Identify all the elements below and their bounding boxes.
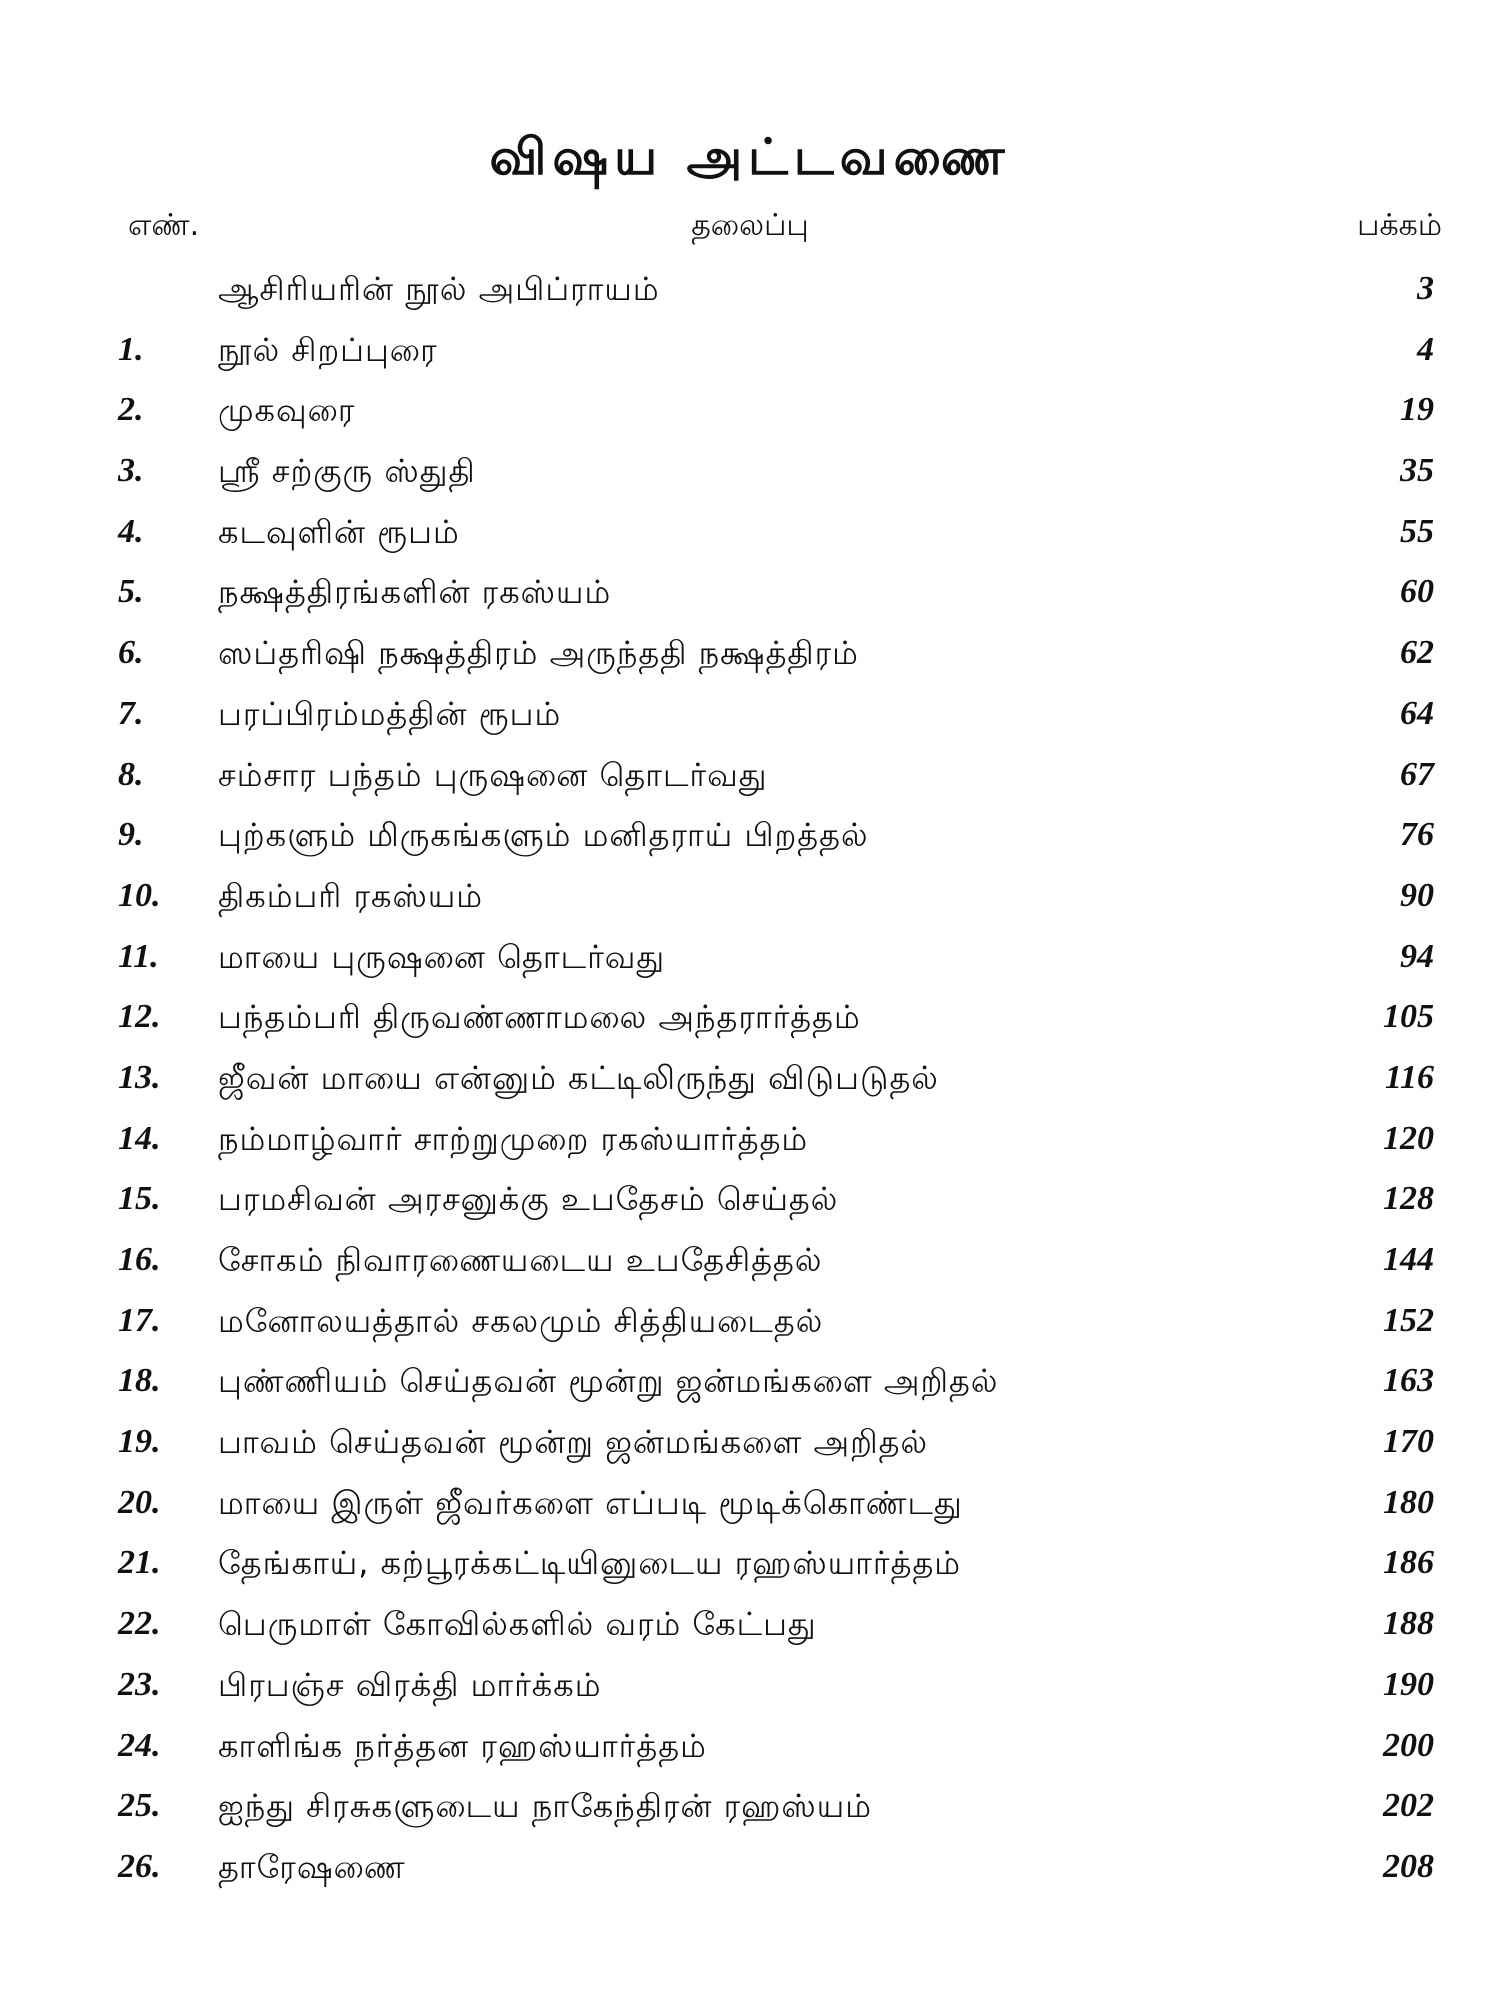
toc-entry-page: 116 (1384, 1058, 1434, 1096)
toc-entry-page: 128 (1383, 1180, 1434, 1218)
toc-entry-page: 105 (1383, 998, 1434, 1036)
toc-entry (0, 1656, 1500, 1717)
toc-entry-page: 76 (1400, 816, 1434, 854)
toc-entry (0, 624, 1500, 685)
toc-entry-title: பரமசிவன் அரசனுக்கு உபதேசம் செய்தல் (218, 1180, 839, 1219)
toc-entry-title: ஆசிரியரின் நூல் அபிப்ராயம் (218, 270, 660, 308)
toc-entry-number: 26. (118, 1847, 161, 1885)
toc-entry-title: புற்களும் மிருகங்களும் மனிதராய் பிறத்தல் (218, 816, 869, 855)
toc-entry-number: 6. (118, 634, 144, 672)
toc-entry-title: சம்சார பந்தம் புருஷனை தொடர்வது (218, 755, 768, 794)
toc-entry-page: 200 (1383, 1726, 1434, 1764)
toc-entry-number: 12. (118, 998, 161, 1036)
toc-entry-title: பந்தம்பரி திருவண்ணாமலை அந்தரார்த்தம் (218, 998, 861, 1037)
toc-entry (0, 1352, 1500, 1413)
toc-entry (0, 1049, 1500, 1110)
toc-entry-page: 55 (1400, 512, 1434, 550)
toc-entry-number: 13. (118, 1058, 161, 1096)
toc-entry-page: 180 (1383, 1483, 1434, 1521)
toc-entry-number: 4. (118, 512, 144, 550)
toc-entry (0, 685, 1500, 746)
toc-entry-number: 20. (118, 1483, 161, 1521)
toc-entry (0, 988, 1500, 1049)
toc-entry-number: 14. (118, 1119, 161, 1157)
toc-entry-title: கடவுளின் ரூபம் (218, 512, 460, 551)
toc-entry-page: 19 (1400, 391, 1434, 429)
toc-entry-page: 163 (1383, 1362, 1434, 1400)
toc-entry-number: 1. (118, 330, 144, 368)
toc-entry-page: 60 (1400, 573, 1434, 611)
toc-entry (0, 1413, 1500, 1474)
toc-entry (0, 928, 1500, 989)
toc-entry-title: ஜீவன் மாயை என்னும் கட்டிலிருந்து விடுபடுதல் (218, 1058, 939, 1097)
toc-entry-number: 21. (118, 1544, 161, 1582)
toc-entry-number: 25. (118, 1787, 161, 1825)
toc-entry (0, 260, 1500, 321)
toc-entry-number: 7. (118, 694, 144, 732)
toc-entry-title: ஸப்தரிஷி நக்ஷத்திரம் அருந்ததி நக்ஷத்திரம் (218, 634, 859, 673)
toc-entry-page: 120 (1383, 1119, 1434, 1157)
toc-entry-page: 67 (1400, 755, 1434, 793)
toc-entry-page: 35 (1400, 452, 1434, 490)
toc-entry (0, 1474, 1500, 1535)
toc-entry (0, 1292, 1500, 1353)
toc-entry (0, 806, 1500, 867)
toc-entry-title: பிரபஞ்ச விரக்தி மார்க்கம் (218, 1665, 602, 1704)
toc-entry-number: 3. (118, 452, 144, 490)
toc-entry-number: 2. (118, 391, 144, 429)
toc-entry-number: 15. (118, 1180, 161, 1218)
toc-entry-page: 62 (1400, 634, 1434, 672)
toc-entry (0, 563, 1500, 624)
toc-entry-title: பெருமாள் கோவில்களில் வரம் கேட்பது (218, 1605, 817, 1644)
toc-entry-page: 186 (1383, 1544, 1434, 1582)
toc-entry-title: மனோலயத்தால் சகலமும் சித்தியடைதல் (218, 1301, 824, 1340)
toc-entry (0, 1170, 1500, 1231)
toc-entry-number: 5. (118, 573, 144, 611)
toc-entry-title: தேங்காய், கற்பூரக்கட்டியினுடைய ரஹஸ்யார்த்தம் (218, 1544, 962, 1583)
toc-entry (0, 442, 1500, 503)
toc-entry-page: 3 (1417, 270, 1434, 307)
toc-entry-number: 10. (118, 876, 161, 914)
toc-entry-title: நூல் சிறப்புரை (218, 330, 438, 369)
toc-entry-title: நக்ஷத்திரங்களின் ரகஸ்யம் (218, 573, 612, 612)
toc-entry (0, 1110, 1500, 1171)
toc-entry-title: நம்மாழ்வார் சாற்றுமுறை ரகஸ்யார்த்தம் (218, 1119, 809, 1158)
toc-entry-page: 208 (1383, 1847, 1434, 1885)
toc-entry (0, 503, 1500, 564)
toc-entry-title: மாயை இருள் ஜீவர்களை எப்படி மூடிக்கொண்டது (218, 1483, 963, 1522)
toc-entry-title: சோகம் நிவாரணையடைய உபதேசித்தல் (218, 1241, 823, 1279)
toc-entry-title: காளிங்க நர்த்தன ரஹஸ்யார்த்தம் (218, 1726, 707, 1765)
column-header-row (0, 208, 1500, 258)
toc-entry (0, 1777, 1500, 1838)
toc-entry (0, 1231, 1500, 1292)
toc-entry-page: 188 (1383, 1605, 1434, 1643)
toc-entry (0, 1595, 1500, 1656)
toc-entry-number: 17. (118, 1301, 161, 1339)
toc-entry (0, 1838, 1500, 1899)
column-header-page: பக்கம் (1357, 208, 1442, 243)
toc-entry-title: பாவம் செய்தவன் மூன்று ஜன்மங்களை அறிதல் (218, 1423, 928, 1462)
toc-entry-title: தாரேஷணை (218, 1847, 406, 1886)
page-title: விஷய அட்டவணை (489, 128, 1011, 186)
toc-entry-number: 24. (118, 1726, 161, 1764)
toc-list (0, 260, 1500, 1899)
toc-entry-title: திகம்பரி ரகஸ்யம் (218, 876, 484, 915)
toc-entry-number: 8. (118, 755, 144, 793)
toc-entry-page: 170 (1383, 1423, 1434, 1461)
column-header-number: எண். (128, 208, 200, 243)
toc-entry (0, 746, 1500, 807)
toc-entry-number: 23. (118, 1665, 161, 1703)
toc-entry (0, 1717, 1500, 1778)
toc-entry-number: 11. (118, 937, 159, 975)
toc-entry (0, 867, 1500, 928)
toc-entry (0, 321, 1500, 382)
toc-entry-page: 64 (1400, 694, 1434, 732)
toc-entry-page: 152 (1383, 1301, 1434, 1339)
toc-entry-number: 18. (118, 1362, 161, 1400)
toc-entry-number: 19. (118, 1423, 161, 1461)
toc-entry-title: முகவுரை (218, 391, 356, 430)
toc-entry-number: 9. (118, 816, 144, 854)
column-header-title: தலைப்பு (691, 208, 809, 243)
toc-entry-page: 190 (1383, 1665, 1434, 1703)
toc-entry-title: மாயை புருஷனை தொடர்வது (218, 937, 666, 976)
toc-entry-page: 4 (1417, 330, 1434, 368)
toc-entry (0, 1534, 1500, 1595)
toc-entry-page: 144 (1383, 1241, 1434, 1278)
toc-entry-title: ஸ்ரீ சற்குரு ஸ்துதி (218, 452, 476, 491)
toc-entry-number: 22. (118, 1605, 161, 1643)
toc-entry-title: புண்ணியம் செய்தவன் மூன்று ஜன்மங்களை அறிதல் (218, 1362, 999, 1401)
toc-entry-page: 202 (1383, 1787, 1434, 1825)
toc-entry-page: 94 (1400, 937, 1434, 975)
toc-entry (0, 381, 1500, 442)
toc-entry-page: 90 (1400, 876, 1434, 914)
toc-entry-title: ஐந்து சிரசுகளுடைய நாகேந்திரன் ரஹஸ்யம் (218, 1787, 872, 1826)
toc-entry-number: 16. (118, 1241, 161, 1278)
toc-entry-title: பரப்பிரம்மத்தின் ரூபம் (218, 694, 562, 733)
